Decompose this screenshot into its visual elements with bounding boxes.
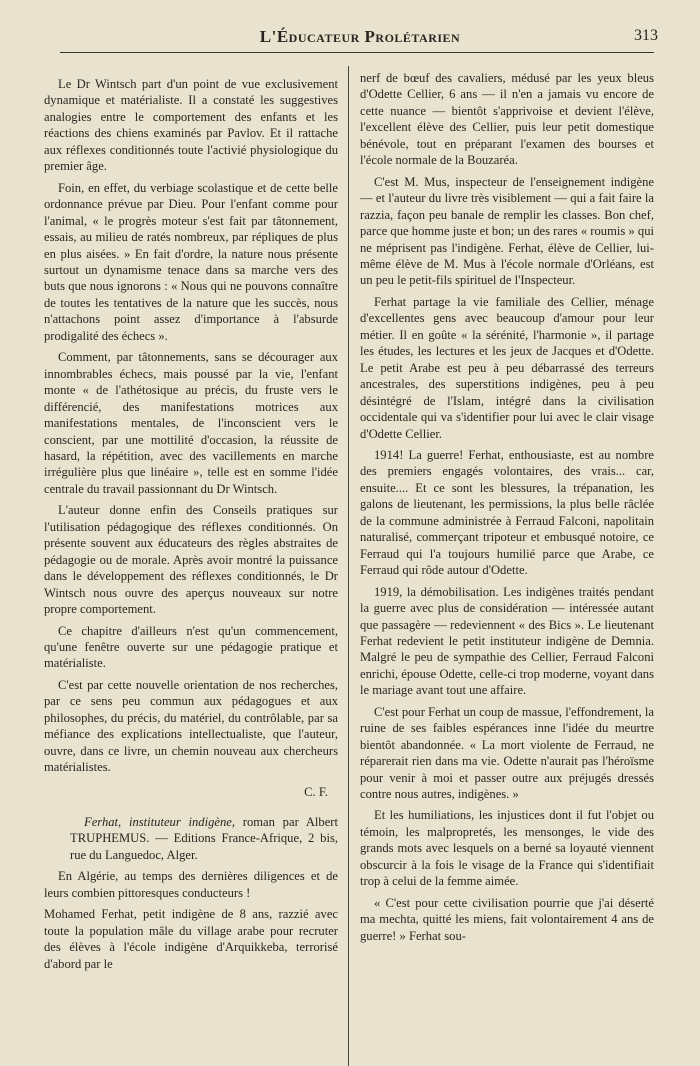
book-title: Ferhat, instituteur indigène, (84, 815, 235, 830)
paragraph: Mohamed Ferhat, petit indigène de 8 ans, razzié avec toute la population mâle du village arabe pour recruter des élèves à l'école indigène d'Arquikkeba, terrorisé d'abord par le (44, 907, 338, 971)
running-header (60, 24, 660, 50)
paragraph: L'auteur donne enfin des Conseils pratiques sur l'utilisation pédagogique des réflexes conditionnés. On présente souvent aux éducateurs des règles abstraites de pédagogie ou de morale. Après avoir montré la puissance dans le développement des réflexes conditionnés, le Dr Wintsch nous ouvre des aperçus nouveaux sur notre propre comportement. (44, 503, 338, 617)
paragraph: nerf de bœuf des cavaliers, médusé par les yeux bleus d'Odette Cellier, 6 ans — il n'en a jamais vu encore de cette nuance — bientôt s'apprivoise et devient l'élève, l'excellent élève des Cellier, puis leur petit domestique bénévole, tout en préparant l'examen des bourses et l'école normale de la Bouzaréa. (360, 71, 654, 168)
paragraph: 1919, la démobilisation. Les indigènes traités pendant la guerre avec plus de considération — intéressée autant que passagère — redeviennent « des Bics ». Le lieutenant Ferhat redevient le petit instituteur indigène de Demnia. Malgré le peu de sympathie des Cellier, Ferraud Falconi enrichi, épouse Odette, celle-ci trop moderne, voyant dans le mariage avant tout une affaire. (360, 584, 654, 698)
paragraph: En Algérie, au temps des dernières diligences et de leurs combien pittoresques conducteurs ! (44, 869, 338, 900)
page-number: 313 (634, 27, 658, 44)
paragraph: Ce chapitre d'ailleurs n'est qu'un commencement, qu'une fenêtre ouverte sur une pédagogie pratique et matérialiste. (44, 623, 338, 671)
paragraph: « C'est pour cette civilisation pourrie que j'ai déserté ma mechta, quitté les miens, fait volontairement 4 ans de guerre! » Ferhat sou- (360, 895, 654, 943)
paragraph: Et les humiliations, les injustices dont il fut l'objet ou témoin, les malpropretés, les mensonges, le vide des grands mots avec lesquels on a berné sa loyauté viennent obscurcir à la fois le visage de la France qui s'identifiait trop à celui de la femme aimée. (360, 808, 654, 889)
column-divider (348, 66, 349, 1066)
paragraph: Ferhat partage la vie familiale des Cellier, ménage d'excellentes gens avec beaucoup d'amour pour leur métier. Il en goûte « la sérénité, l'harmonie », il partage les études, les lectures et les jeux de Jacques et d'Odette. Le petit Arabe est peu à peu débarrassé des terreurs ancestrales, des superstitions indigènes, peu à peu désintégré de l'Islam, intégré dans la civilisation occidentale qui va s'identifier pour lui avec le clair visage d'Odette Cellier. (360, 294, 654, 441)
paragraph: C'est par cette nouvelle orientation de nos recherches, par ce sens peu commun aux pédagogues et aux philosophes, du précis, du matériel, du contrôlable, par sa méfiance des explications intellectualiste, que l'auteur, ouvre, dans ce livre, un chemin nouveau aux chercheurs matérialistes. (44, 677, 338, 775)
book-publication-info: roman par Albert TRUPHEMUS. — Editions France-Afrique, 2 bis, rue du Languedoc, Alger. (70, 815, 338, 862)
signature: C. F. (304, 784, 328, 799)
paragraph: C'est M. Mus, inspecteur de l'enseignement indigène — et l'auteur du livre très visiblement — qui a fait faire la razzia, façon peu banale de remplir les classes. Bon chef, parce que homme juste et bon; un des rares « roumis » qui ne méprisent pas l'indigène. Ferhat, élève de Cellier, lui-même élève de M. Mus à l'école normale d'Orléans, est un peu le petit-fils spirituel de l'Inspecteur. (360, 174, 654, 288)
paragraph: Foin, en effet, du verbiage scolastique et de cette belle ordonnance prévue par Dieu. Pour l'enfant comme pour l'animal, « le progrès moteur s'est fait par tâtonnement, essais, au milieu de ratés nombreux, par répliques de plus en plus aisées. » En fait d'ordre, la nature nous présente surtout un dynamisme tenace dans sa marche vers des buts que nous ignorons : « Nous qui ne pouvons connaître de toutes les tentatives de la nature que les succès, nous n'attachons point assez d'importance à l'absurde prodigalité des échecs ». (44, 180, 338, 343)
paragraph: C'est pour Ferhat un coup de massue, l'effondrement, la ruine de ses faibles espérances inne l'idée du meurtre bientôt abandonnée. « La mort violente de Ferraud, ne réparerait rien dans ma vie. Odette n'aurait pas l'héroïsme pour venir à moi et passer outre aux préjugés dressés contre nous autres, indigènes. » (360, 704, 654, 802)
journal-title: L'Éducateur Prolétarien (259, 27, 461, 46)
paragraph: Le Dr Wintsch part d'un point de vue exclusivement dynamique et matérialiste. Il a constaté les suggestives analogies entre le comportement des enfants et les réactions des chiens examinés par Pavlov. Et il rattache aux réflexes conditionnés toute l'activié physiologique du premier âge. (44, 77, 338, 174)
header-rule (60, 52, 654, 53)
paragraph: Comment, par tâtonnements, sans se décourager aux innombrables échecs, mais poussé par la vie, l'enfant monte « de l'athétosique au précis, du fruste vers le différencié, des manifestations motrices aux manifestations mentales, de l'inconscient vers le conscient, par une mottilité d'occasion, la réussite de hasard, la répétition, avec des vacillements en marche irrégulière plus que linéaire », telle est en somme l'idée centrale du travail passionnant du Dr Wintsch. (44, 350, 338, 496)
paragraph: 1914! La guerre! Ferhat, enthousiaste, est au nombre des premiers engagés volontaires, des vrais... car, ensuite.... Et ce sont les blessures, la trépanation, les galons de lieutenant, les permissions, la plus belle râclée de la commune administrée à Ferraud Falconi, napolitain naturalisé, commerçant tripoteur et embusqué notoire, ce Ferraud qui l'a toujours humilié parce que Arabe, ce Ferraud qui rôde autour d'Odette. (360, 447, 654, 578)
book-review-heading (44, 814, 338, 863)
left-column (44, 76, 338, 977)
right-column (360, 70, 654, 949)
